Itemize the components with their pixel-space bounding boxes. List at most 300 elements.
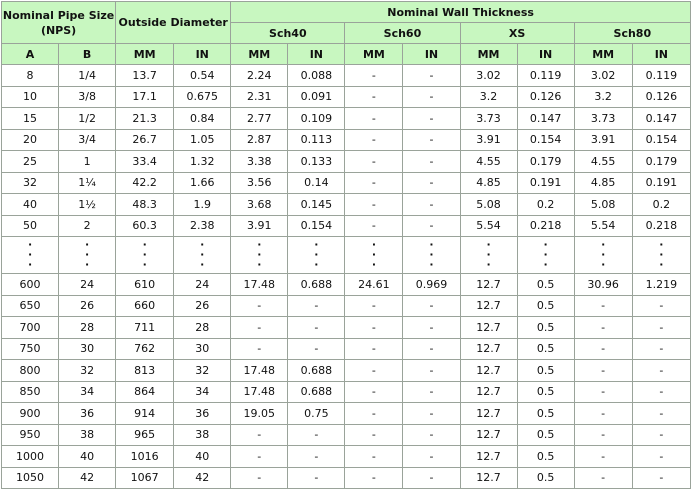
table-cell: 4.55 bbox=[460, 151, 517, 173]
table-cell: 1.05 bbox=[174, 129, 231, 151]
table-cell: 1050 bbox=[2, 467, 59, 489]
ellipsis-cell bbox=[116, 237, 174, 274]
ellipsis-cell bbox=[59, 237, 116, 274]
table-cell: 660 bbox=[116, 295, 174, 317]
subheader-xs-mm: MM bbox=[460, 44, 517, 65]
table-cell: 0.688 bbox=[288, 360, 345, 382]
table-cell: - bbox=[403, 360, 460, 382]
table-cell: 1/4 bbox=[59, 65, 116, 87]
table-cell: 3.02 bbox=[460, 65, 517, 87]
ellipsis-dot: · bbox=[371, 247, 376, 261]
table-cell: 0.675 bbox=[174, 86, 231, 108]
table-cell: 0.5 bbox=[517, 424, 574, 446]
ellipsis-dot: · bbox=[659, 257, 664, 271]
table-cell: 3.91 bbox=[574, 129, 632, 151]
table-cell: - bbox=[403, 338, 460, 360]
ellipsis-dot: · bbox=[429, 257, 434, 271]
table-cell: 38 bbox=[174, 424, 231, 446]
ellipsis-cell bbox=[288, 237, 345, 274]
table-cell: 1.32 bbox=[174, 151, 231, 173]
table-cell: 0.5 bbox=[517, 338, 574, 360]
table-cell: 2.38 bbox=[174, 215, 231, 237]
table-body-small-sizes bbox=[2, 65, 691, 237]
ellipsis-dot: · bbox=[142, 257, 147, 271]
table-cell: 24.61 bbox=[345, 274, 403, 296]
table-cell: - bbox=[345, 467, 403, 489]
table-cell: - bbox=[231, 467, 288, 489]
table-row bbox=[2, 194, 691, 216]
table-cell: 12.7 bbox=[460, 381, 517, 403]
table-cell: 0.688 bbox=[288, 381, 345, 403]
table-cell: 800 bbox=[2, 360, 59, 382]
table-cell: 0.179 bbox=[517, 151, 574, 173]
table-cell: - bbox=[574, 295, 632, 317]
pipe-dimension-table bbox=[1, 1, 691, 489]
table-cell: - bbox=[403, 317, 460, 339]
table-row bbox=[2, 151, 691, 173]
table-row bbox=[2, 274, 691, 296]
table-cell: 750 bbox=[2, 338, 59, 360]
table-cell: 0.145 bbox=[288, 194, 345, 216]
table-cell: - bbox=[345, 151, 403, 173]
table-cell: - bbox=[231, 338, 288, 360]
table-cell: 0.126 bbox=[632, 86, 690, 108]
ellipsis-dot: · bbox=[601, 247, 606, 261]
table-cell: - bbox=[345, 360, 403, 382]
table-cell: 0.2 bbox=[632, 194, 690, 216]
table-cell: - bbox=[574, 446, 632, 468]
table-cell: 17.48 bbox=[231, 360, 288, 382]
header-sch40: Sch40 bbox=[231, 23, 345, 44]
ellipsis-cell bbox=[345, 237, 403, 274]
ellipsis-dot: · bbox=[314, 237, 319, 251]
ellipsis-dot: · bbox=[27, 237, 33, 251]
table-cell: 0.126 bbox=[517, 86, 574, 108]
table-cell: - bbox=[403, 65, 460, 87]
table-row bbox=[2, 381, 691, 403]
table-cell: 0.218 bbox=[517, 215, 574, 237]
table-cell: 32 bbox=[2, 172, 59, 194]
table-cell: - bbox=[632, 381, 690, 403]
table-cell: - bbox=[574, 338, 632, 360]
table-cell: 3.56 bbox=[231, 172, 288, 194]
table-cell: 15 bbox=[2, 108, 59, 130]
table-cell: 40 bbox=[59, 446, 116, 468]
table-cell: 0.5 bbox=[517, 467, 574, 489]
table-cell: 24 bbox=[59, 274, 116, 296]
table-cell: 0.154 bbox=[517, 129, 574, 151]
table-cell: - bbox=[403, 129, 460, 151]
subheader-xs-in: IN bbox=[517, 44, 574, 65]
table-cell: 17.1 bbox=[116, 86, 174, 108]
table-cell: 3.91 bbox=[460, 129, 517, 151]
table-cell: 17.48 bbox=[231, 274, 288, 296]
ellipsis-cell bbox=[174, 237, 231, 274]
subheader-sch40-in: IN bbox=[288, 44, 345, 65]
table-cell: - bbox=[345, 65, 403, 87]
table-cell: 0.191 bbox=[517, 172, 574, 194]
table-cell: 25 bbox=[2, 151, 59, 173]
table-cell: 42 bbox=[59, 467, 116, 489]
table-cell: - bbox=[632, 467, 690, 489]
header-nominal-pipe-size bbox=[2, 2, 116, 44]
ellipsis-dot: · bbox=[257, 247, 262, 261]
table-cell: 0.119 bbox=[632, 65, 690, 87]
table-row bbox=[2, 295, 691, 317]
ellipsis-dot: · bbox=[601, 257, 606, 271]
table-cell: 0.84 bbox=[174, 108, 231, 130]
ellipsis-dot: · bbox=[27, 257, 33, 271]
table-cell: 12.7 bbox=[460, 274, 517, 296]
ellipsis-cell bbox=[2, 237, 59, 274]
table-cell: 5.08 bbox=[574, 194, 632, 216]
table-cell: 0.088 bbox=[288, 65, 345, 87]
table-cell: 0.5 bbox=[517, 403, 574, 425]
table-cell: 0.119 bbox=[517, 65, 574, 87]
table-row bbox=[2, 446, 691, 468]
table-cell: - bbox=[288, 424, 345, 446]
table-cell: - bbox=[403, 424, 460, 446]
table-cell: - bbox=[632, 338, 690, 360]
table-cell: 42 bbox=[174, 467, 231, 489]
ellipsis-dot: · bbox=[200, 237, 205, 251]
ellipsis-dot: · bbox=[27, 247, 33, 261]
table-cell: 1½ bbox=[59, 194, 116, 216]
table-cell: 3.2 bbox=[460, 86, 517, 108]
table-cell: 3.68 bbox=[231, 194, 288, 216]
table-cell: - bbox=[632, 403, 690, 425]
subheader-sch80-in: IN bbox=[632, 44, 690, 65]
table-cell: 2.87 bbox=[231, 129, 288, 151]
table-cell: 13.7 bbox=[116, 65, 174, 87]
table-cell: 0.147 bbox=[632, 108, 690, 130]
table-cell: 8 bbox=[2, 65, 59, 87]
table-cell: - bbox=[231, 317, 288, 339]
table-cell: 48.3 bbox=[116, 194, 174, 216]
table-cell: - bbox=[345, 194, 403, 216]
table-cell: - bbox=[632, 295, 690, 317]
ellipsis-dot: · bbox=[486, 247, 491, 261]
table-row bbox=[2, 317, 691, 339]
table-cell: 40 bbox=[174, 446, 231, 468]
table-row bbox=[2, 86, 691, 108]
table-cell: - bbox=[345, 108, 403, 130]
table-cell: 0.5 bbox=[517, 317, 574, 339]
subheader-od-mm: MM bbox=[116, 44, 174, 65]
table-cell: 30.96 bbox=[574, 274, 632, 296]
table-cell: - bbox=[632, 317, 690, 339]
header-sch80: Sch80 bbox=[574, 23, 690, 44]
subheader-a: A bbox=[2, 44, 59, 65]
table-cell: 38 bbox=[59, 424, 116, 446]
table-cell: 1000 bbox=[2, 446, 59, 468]
table-cell: 26.7 bbox=[116, 129, 174, 151]
table-cell: 2 bbox=[59, 215, 116, 237]
table-cell: - bbox=[403, 108, 460, 130]
ellipsis-dot: · bbox=[314, 257, 319, 271]
table-cell: 2.31 bbox=[231, 86, 288, 108]
table-cell: 864 bbox=[116, 381, 174, 403]
table-cell: 965 bbox=[116, 424, 174, 446]
table-row bbox=[2, 338, 691, 360]
table-cell: 0.54 bbox=[174, 65, 231, 87]
table-cell: - bbox=[632, 424, 690, 446]
table-cell: 60.3 bbox=[116, 215, 174, 237]
subheader-od-in: IN bbox=[174, 44, 231, 65]
table-cell: 40 bbox=[2, 194, 59, 216]
table-cell: 0.147 bbox=[517, 108, 574, 130]
table-cell: 3.38 bbox=[231, 151, 288, 173]
table-row bbox=[2, 403, 691, 425]
table-row bbox=[2, 215, 691, 237]
ellipsis-dot: · bbox=[200, 247, 205, 261]
table-cell: 3.73 bbox=[460, 108, 517, 130]
table-cell: 0.5 bbox=[517, 446, 574, 468]
table-cell: 0.5 bbox=[517, 295, 574, 317]
ellipsis-dot: · bbox=[371, 257, 376, 271]
ellipsis-dot: · bbox=[543, 247, 548, 261]
table-row bbox=[2, 172, 691, 194]
table-cell: - bbox=[288, 446, 345, 468]
table-cell: 12.7 bbox=[460, 403, 517, 425]
table-cell: - bbox=[574, 424, 632, 446]
table-cell: 28 bbox=[59, 317, 116, 339]
table-cell: - bbox=[231, 295, 288, 317]
ellipsis-dot: · bbox=[85, 247, 90, 261]
table-row bbox=[2, 360, 691, 382]
ellipsis-dot: · bbox=[314, 247, 319, 261]
table-cell: 0.5 bbox=[517, 381, 574, 403]
header-nominal-wall-thickness: Nominal Wall Thickness bbox=[231, 2, 691, 23]
table-cell: 0.688 bbox=[288, 274, 345, 296]
table-cell: 711 bbox=[116, 317, 174, 339]
table-cell: 20 bbox=[2, 129, 59, 151]
table-body-large-sizes bbox=[2, 274, 691, 489]
header-nps-line1: Nominal Pipe Size bbox=[2, 8, 115, 22]
table-cell: 12.7 bbox=[460, 467, 517, 489]
table-row bbox=[2, 129, 691, 151]
table-cell: 0.75 bbox=[288, 403, 345, 425]
table-cell: 32 bbox=[174, 360, 231, 382]
table-cell: 3.91 bbox=[231, 215, 288, 237]
table-cell: 12.7 bbox=[460, 338, 517, 360]
table-cell: - bbox=[345, 129, 403, 151]
table-cell: 900 bbox=[2, 403, 59, 425]
table-cell: - bbox=[403, 403, 460, 425]
ellipsis-dot: · bbox=[543, 257, 548, 271]
header-sch60: Sch60 bbox=[345, 23, 460, 44]
table-cell: 813 bbox=[116, 360, 174, 382]
table-cell: 33.4 bbox=[116, 151, 174, 173]
table-cell: 0.133 bbox=[288, 151, 345, 173]
ellipsis-dot: · bbox=[142, 237, 147, 251]
table-cell: - bbox=[288, 338, 345, 360]
header-nps-line2: (NPS) bbox=[40, 23, 77, 37]
table-cell: - bbox=[288, 317, 345, 339]
table-cell: 4.85 bbox=[574, 172, 632, 194]
table-cell: - bbox=[345, 403, 403, 425]
table-cell: 30 bbox=[59, 338, 116, 360]
table-cell: - bbox=[231, 446, 288, 468]
table-cell: 10 bbox=[2, 86, 59, 108]
table-cell: 4.55 bbox=[574, 151, 632, 173]
table-cell: - bbox=[403, 446, 460, 468]
table-cell: 0.091 bbox=[288, 86, 345, 108]
table-cell: 610 bbox=[116, 274, 174, 296]
table-cell: 1016 bbox=[116, 446, 174, 468]
table-cell: - bbox=[345, 215, 403, 237]
table-cell: 600 bbox=[2, 274, 59, 296]
table-cell: - bbox=[345, 446, 403, 468]
ellipsis-dot: · bbox=[257, 257, 262, 271]
table-cell: 650 bbox=[2, 295, 59, 317]
table-cell: - bbox=[345, 317, 403, 339]
ellipsis-dot: · bbox=[142, 247, 147, 261]
table-cell: 5.08 bbox=[460, 194, 517, 216]
table-cell: 0.218 bbox=[632, 215, 690, 237]
table-cell: 0.14 bbox=[288, 172, 345, 194]
table-cell: 3/4 bbox=[59, 129, 116, 151]
table-cell: 1067 bbox=[116, 467, 174, 489]
table-cell: 5.54 bbox=[460, 215, 517, 237]
ellipsis-dot: · bbox=[257, 237, 262, 251]
table-cell: 12.7 bbox=[460, 446, 517, 468]
table-cell: 0.113 bbox=[288, 129, 345, 151]
table-cell: 914 bbox=[116, 403, 174, 425]
table-cell: 1.9 bbox=[174, 194, 231, 216]
table-cell: - bbox=[403, 86, 460, 108]
table-cell: 0.154 bbox=[632, 129, 690, 151]
table-cell: 34 bbox=[59, 381, 116, 403]
table-cell: 0.5 bbox=[517, 360, 574, 382]
table-cell: 950 bbox=[2, 424, 59, 446]
ellipsis-dot: · bbox=[371, 237, 376, 251]
table-cell: - bbox=[345, 424, 403, 446]
table-row bbox=[2, 65, 691, 87]
header-outside-diameter: Outside Diameter bbox=[116, 2, 231, 44]
ellipsis-dot: · bbox=[659, 247, 664, 261]
table-cell: 1¼ bbox=[59, 172, 116, 194]
table-cell: - bbox=[574, 467, 632, 489]
table-cell: 0.5 bbox=[517, 274, 574, 296]
table-cell: - bbox=[403, 467, 460, 489]
subheader-sch80-mm: MM bbox=[574, 44, 632, 65]
table-cell: 12.7 bbox=[460, 424, 517, 446]
table-cell: 2.77 bbox=[231, 108, 288, 130]
table-cell: - bbox=[574, 317, 632, 339]
table-cell: 0.2 bbox=[517, 194, 574, 216]
table-body-ellipsis bbox=[2, 237, 691, 274]
table-cell: 36 bbox=[59, 403, 116, 425]
table-cell: 0.179 bbox=[632, 151, 690, 173]
ellipsis-dot: · bbox=[85, 257, 90, 271]
table-cell: - bbox=[403, 295, 460, 317]
table-cell: 50 bbox=[2, 215, 59, 237]
table-cell: 1 bbox=[59, 151, 116, 173]
table-cell: 1.219 bbox=[632, 274, 690, 296]
subheader-sch60-mm: MM bbox=[345, 44, 403, 65]
ellipsis-dot: · bbox=[85, 237, 90, 251]
table-cell: - bbox=[574, 381, 632, 403]
table-cell: 12.7 bbox=[460, 360, 517, 382]
table-cell: 12.7 bbox=[460, 317, 517, 339]
table-cell: 28 bbox=[174, 317, 231, 339]
table-cell: - bbox=[345, 338, 403, 360]
table-cell: 0.154 bbox=[288, 215, 345, 237]
table-row bbox=[2, 108, 691, 130]
table-cell: - bbox=[403, 172, 460, 194]
ellipsis-cell bbox=[574, 237, 632, 274]
table-cell: 0.191 bbox=[632, 172, 690, 194]
table-cell: - bbox=[345, 86, 403, 108]
ellipsis-cell bbox=[460, 237, 517, 274]
table-cell: 3.73 bbox=[574, 108, 632, 130]
table-cell: - bbox=[632, 446, 690, 468]
ellipsis-row bbox=[2, 237, 691, 274]
table-cell: 24 bbox=[174, 274, 231, 296]
table-cell: - bbox=[288, 295, 345, 317]
ellipsis-dot: · bbox=[659, 237, 664, 251]
table-cell: - bbox=[403, 194, 460, 216]
subheader-sch40-mm: MM bbox=[231, 44, 288, 65]
ellipsis-cell bbox=[403, 237, 460, 274]
table-cell: - bbox=[632, 360, 690, 382]
table-cell: - bbox=[345, 172, 403, 194]
table-cell: - bbox=[403, 215, 460, 237]
table-cell: 4.85 bbox=[460, 172, 517, 194]
ellipsis-dot: · bbox=[486, 257, 491, 271]
table-cell: - bbox=[231, 424, 288, 446]
table-cell: - bbox=[288, 467, 345, 489]
header-xs: XS bbox=[460, 23, 574, 44]
table-cell: 850 bbox=[2, 381, 59, 403]
table-cell: 0.109 bbox=[288, 108, 345, 130]
ellipsis-dot: · bbox=[601, 237, 606, 251]
ellipsis-cell bbox=[632, 237, 690, 274]
table-cell: - bbox=[574, 403, 632, 425]
table-cell: 2.24 bbox=[231, 65, 288, 87]
ellipsis-dot: · bbox=[429, 247, 434, 261]
table-row bbox=[2, 424, 691, 446]
table-cell: - bbox=[345, 381, 403, 403]
table-cell: - bbox=[345, 295, 403, 317]
table-cell: - bbox=[403, 151, 460, 173]
table-cell: 1/2 bbox=[59, 108, 116, 130]
subheader-sch60-in: IN bbox=[403, 44, 460, 65]
ellipsis-dot: · bbox=[200, 257, 205, 271]
table-cell: 3.02 bbox=[574, 65, 632, 87]
table-cell: - bbox=[574, 360, 632, 382]
table-cell: 12.7 bbox=[460, 295, 517, 317]
table-cell: 3.2 bbox=[574, 86, 632, 108]
table-cell: 26 bbox=[174, 295, 231, 317]
table-cell: 5.54 bbox=[574, 215, 632, 237]
table-cell: 700 bbox=[2, 317, 59, 339]
table-cell: 42.2 bbox=[116, 172, 174, 194]
table-cell: 3/8 bbox=[59, 86, 116, 108]
table-cell: 19.05 bbox=[231, 403, 288, 425]
ellipsis-cell bbox=[517, 237, 574, 274]
table-cell: - bbox=[403, 381, 460, 403]
ellipsis-dot: · bbox=[429, 237, 434, 251]
table-cell: 32 bbox=[59, 360, 116, 382]
ellipsis-dot: · bbox=[543, 237, 548, 251]
table-cell: 26 bbox=[59, 295, 116, 317]
table-cell: 34 bbox=[174, 381, 231, 403]
table-cell: 762 bbox=[116, 338, 174, 360]
table-cell: 17.48 bbox=[231, 381, 288, 403]
table-cell: 30 bbox=[174, 338, 231, 360]
